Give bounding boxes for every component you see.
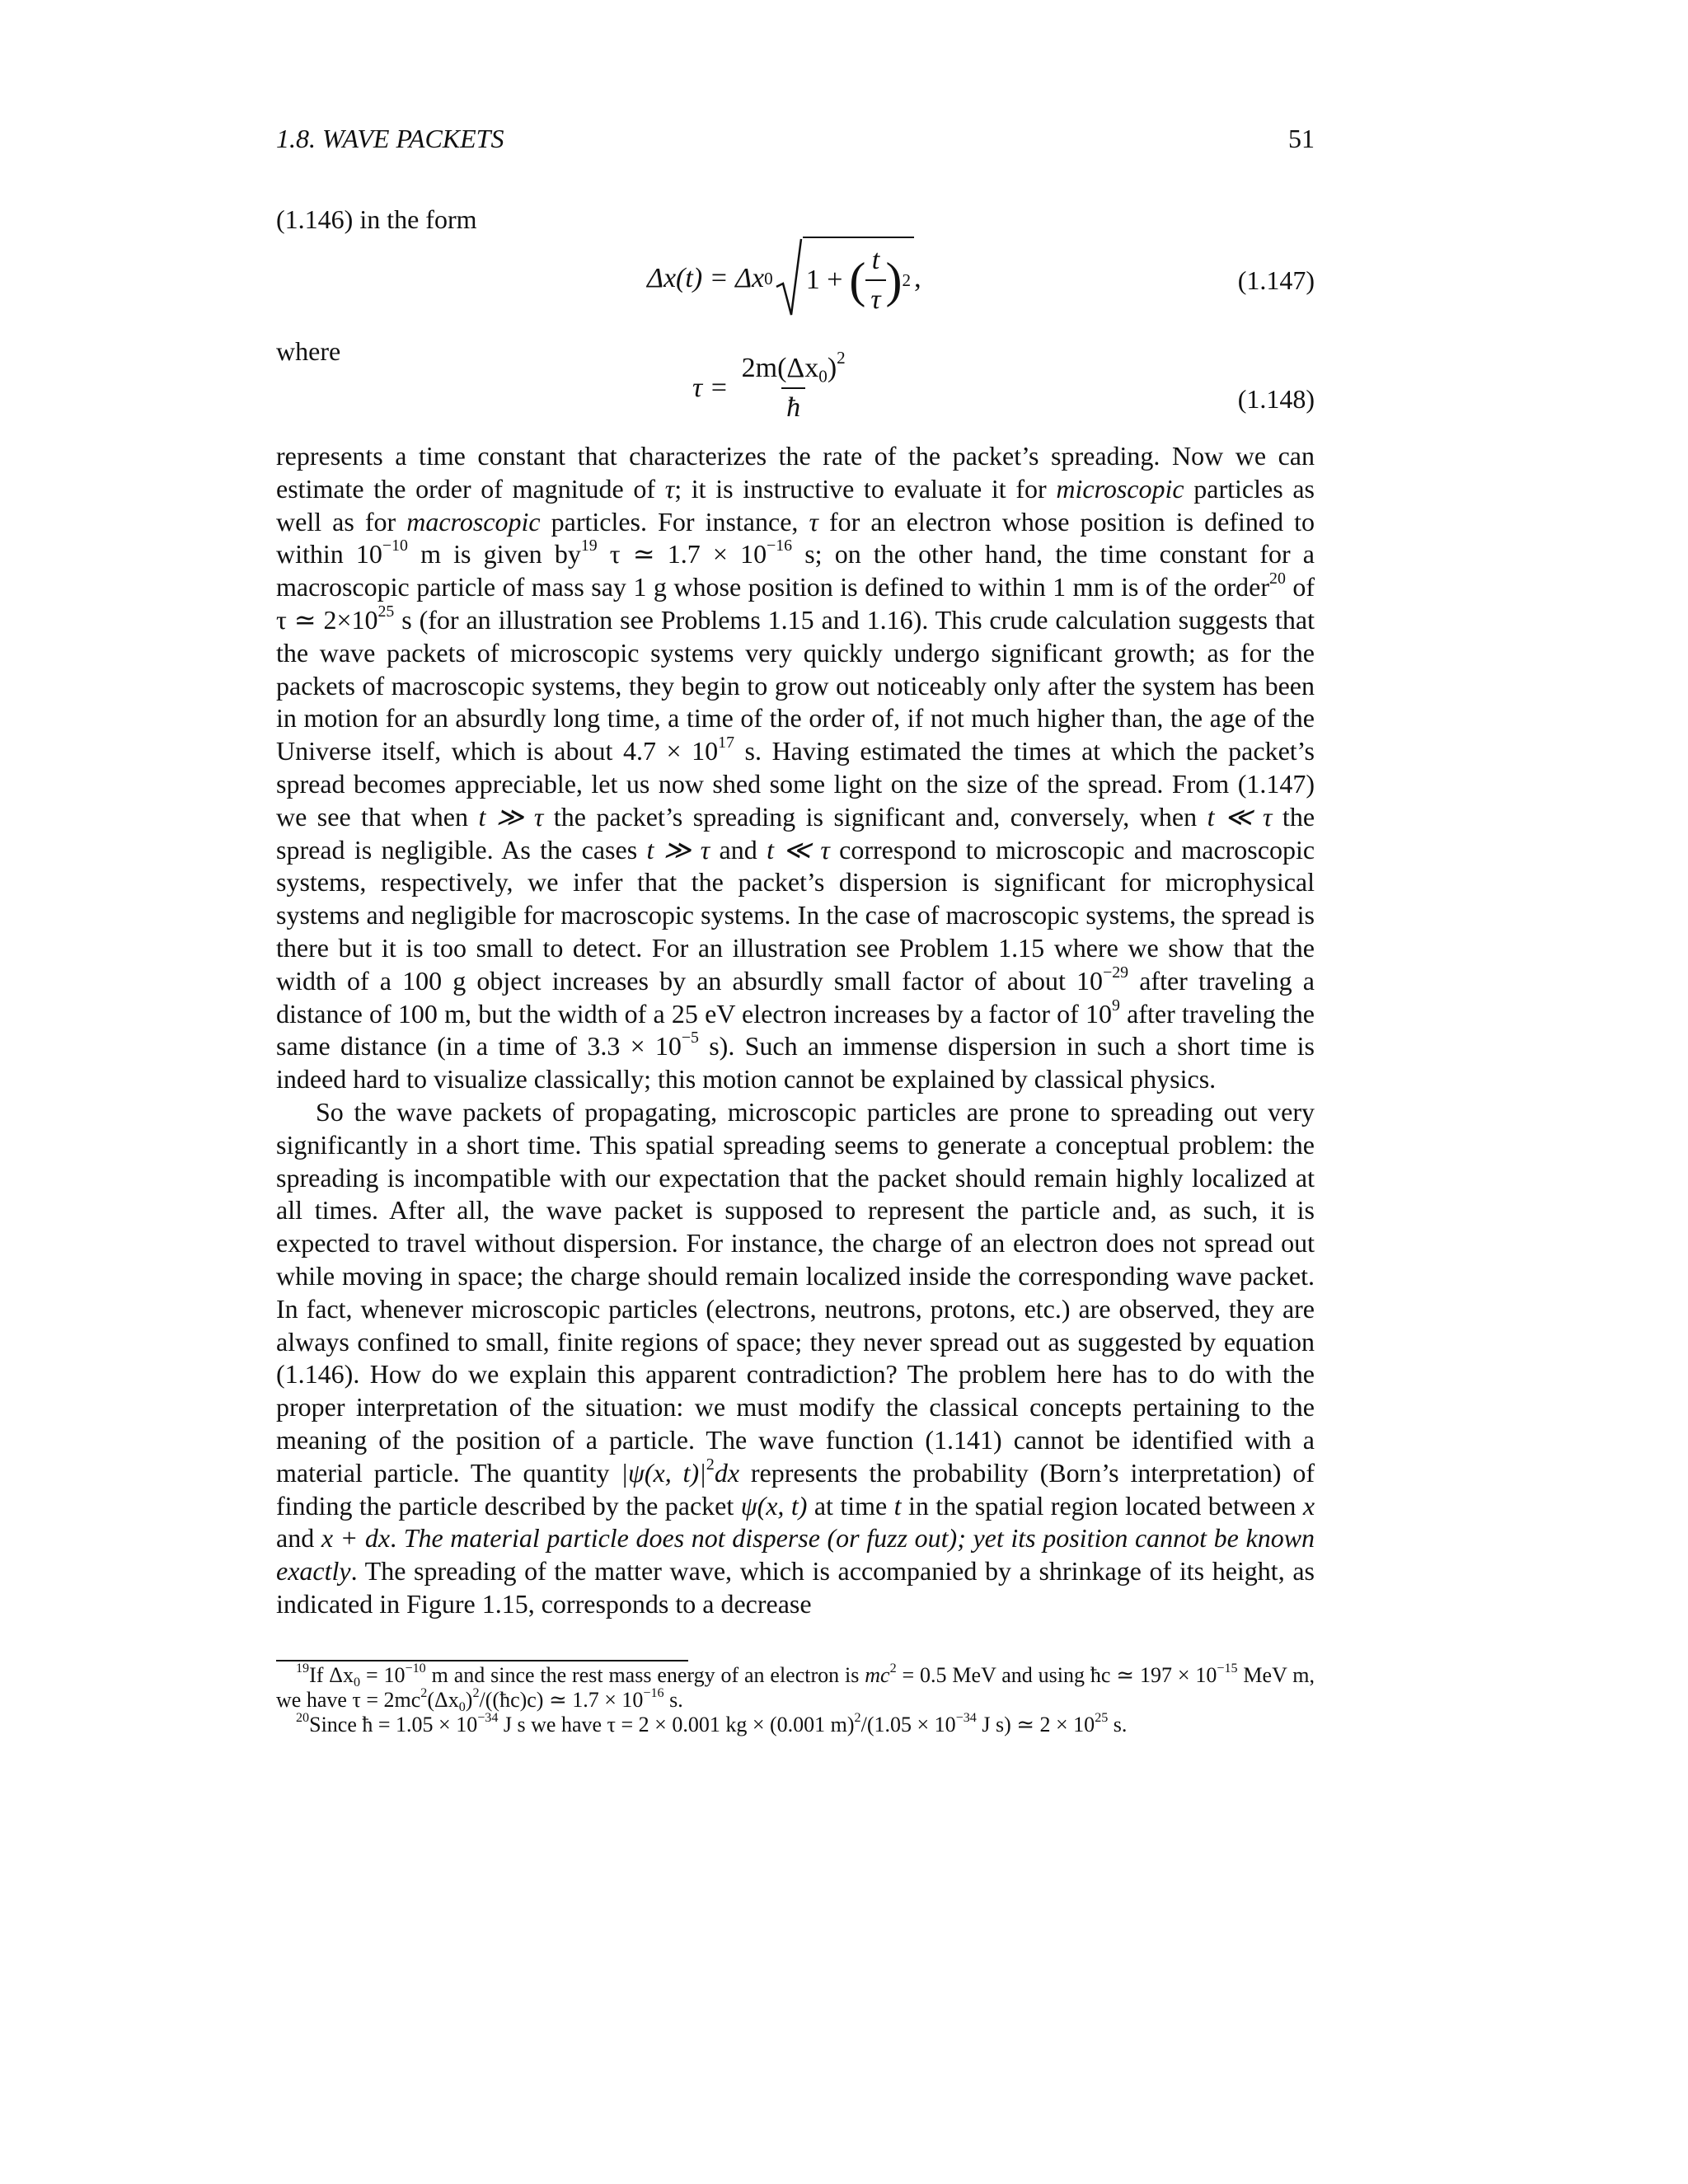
equation-1-147 (276, 232, 1315, 315)
radicand: 1 + ( $\frac{t}{\tau}$ ) 2 (803, 237, 914, 316)
footnote-19: $^{19}$If $\Delta x_0 = 10^{-10}$ m and since the rest mass energy of an electron is $mc^2 = 0.5$ MeV and using ħc ≃ $197 \times 10^{-15}$ MeV m, we have $\tau = 2mc^2(\Delta x_0)^2/((ħc)c)$ ≃ $1.7 \times 10^{-16}$ s. (276, 1661, 1315, 1714)
page-number: 51 (1288, 124, 1315, 153)
footnote-divider (276, 1660, 688, 1661)
footnotes (276, 1663, 1315, 1737)
footnote-ref-19[interactable]: 19 (580, 537, 598, 555)
eq2-den: ħ (781, 387, 805, 424)
footnote-ref-20[interactable]: 20 (1269, 569, 1286, 588)
footnote-20: $^{20}$Since ħ = $1.05 \times 10^{-34}$ J s we have τ = 2 × 0.001 kg × (0.001 $m)^2/(1.05 \times 10^{-34}$ J s) ≃ $2 \times 10^{25}$ s. (296, 1710, 1128, 1736)
equation-1-148-body (692, 348, 851, 424)
eq1-frac-den: τ (865, 279, 885, 316)
eq2-fraction (737, 348, 851, 424)
running-header (276, 124, 1315, 165)
eq1-one-plus: 1 + (805, 265, 843, 295)
equation-1-147-body: Δx(t) = Δx 0 1 + ( $\frac{t}{\tau}$ ) 2 , (647, 237, 921, 320)
section-title: 1.8. WAVE PACKETS (276, 124, 504, 153)
paragraph-1: represents a time constant that characterizes the rate of the packet’s spreading. Now we can estimate the order of magnitude of τ; it is instructive to evaluate it for microscopic particles as well as for macroscopic particles. For instance, τ for an electron whose position is defined to within $10^{-10}$ m is given $by^{19}$ τ ≃ $1.7 \times 10^{-16}$ s; on the other hand, the time constant for a macroscopic particle of mass say 1 g whose position is defined to within 1 mm is of the order$^{20}$ of τ ≃ $2\times 10^{25}$ s (for an illustration see Problems 1.15 and 1.16). This crude calculation suggests that the wave packets of microscopic systems very quickly undergo significant growth; as for the packets of macroscopic systems, they begin to grow out noticeably only after the system has been in motion for an absurdly long time, a time of the order of, if not much higher than, the age of the Universe itself, which is about $4.7 \times 10^{17}$ s. Having estimated the times at which the packet’s spread becomes appreciable, let us now shed some light on the size of the spread. From (1.147) we see that when t ≫ τ the packet’s spreading is significant and, conversely, when t ≪ τ the spread is negligible. As the cases t ≫ τ and t ≪ τ correspond to microscopic and macroscopic systems, respectively, we infer that the packet’s dispersion is significant for microphysical systems and negligible for macroscopic systems. In the case of macroscopic systems, the spread is there but it is too small to detect. For an illustration see Problem 1.15 where we show that the width of a 100 g object increases by an absurdly small factor of about $10^{-29}$ after traveling a distance of 100 m, but the width of a 25 eV electron increases by a factor of $10^9$ after traveling the same distance (in a time of $3.3 \times 10^{-5}$ s). Such an immense dispersion in such a short time is indeed hard to visualize classically; this motion cannot be explained by classical physics. (276, 441, 1315, 1094)
where-text: where (276, 336, 341, 366)
paragraph-2: So the wave packets of propagating, microscopic particles are prone to spreading out very significantly in a short time. This spatial spreading seems to generate a conceptual problem: the spreading is incompatible with our expectation that the packet should remain highly localized at all times. After all, the wave packet is supposed to represent the particle and, as such, it is expected to travel without dispersion. For instance, the charge of an electron does not spread out while moving in space; the charge should remain localized inside the corresponding wave packet. In fact, whenever microscopic particles (electrons, neutrons, protons, etc.) are observed, they are always confined to small, finite regions of space; they never spread out as suggested by equation (1.146). How do we explain this apparent contradiction? The problem here has to do with the proper interpretation of the situation: we must modify the classical concepts pertaining to the meaning of the position of a particle. The wave function (1.141) cannot be identified with a material particle. The quantity |ψ(x, $t)|^2dx$ represents the probability (Born’s interpretation) of finding the particle described by the packet ψ(x, t) at time t in the spatial region located between x and x + dx. The material particle does not disperse (or fuzz out); yet its position cannot be known exactly. The spreading of the matter wave, which is accompanied by a shrinkage of its height, as indicated in Figure 1.15, corresponds to a decrease (276, 1096, 1315, 1619)
sqrt-sign-icon (775, 237, 803, 320)
eq2-lhs: τ = (692, 373, 729, 403)
left-paren: ( (849, 252, 866, 307)
eq1-fraction (865, 245, 885, 316)
eq1-number: (1.147) (1237, 265, 1315, 295)
eq1-lhs: Δx(t) = Δx (647, 263, 765, 293)
eq2-num-sub: 0 (818, 366, 828, 387)
eq2-num-power: 2 (837, 348, 846, 368)
eq2-num: 2m(Δx (741, 353, 819, 383)
eq2-number: (1.148) (1237, 384, 1315, 414)
body-text (276, 440, 1315, 1621)
eq2-num-close: ) (827, 353, 837, 383)
eq1-frac-num: t (871, 245, 880, 275)
intro-text: (1.146) in the form (276, 204, 477, 234)
eq1-tail: , (914, 263, 921, 293)
right-paren: ) (885, 252, 903, 307)
emphasis-statement: The material particle does not disperse (or fuzz out); yet its position cannot be known exactly (276, 1523, 1315, 1586)
